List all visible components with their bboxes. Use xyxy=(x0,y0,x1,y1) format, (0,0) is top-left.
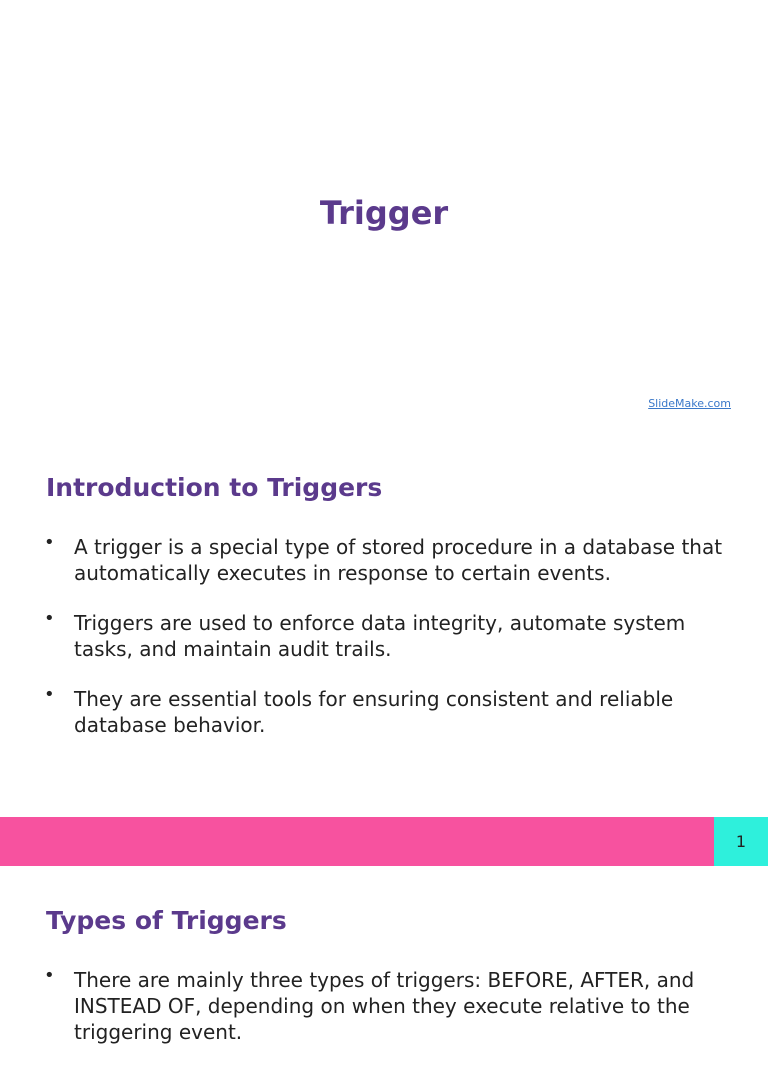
slidemake-link[interactable]: SlideMake.com xyxy=(648,397,731,410)
bullet-icon: • xyxy=(44,608,55,629)
page-number-label: 1 xyxy=(735,832,747,851)
types-heading: Types of Triggers xyxy=(46,906,287,935)
bullet-text: There are mainly three types of triggers: BEFORE, AFTER, and INSTEAD OF, depending on when they execute relative to the triggering event. xyxy=(74,968,695,1044)
types-bullet-list xyxy=(44,967,734,1069)
footer-bar xyxy=(0,817,714,866)
intro-bullet-list xyxy=(44,534,734,762)
list-item xyxy=(44,534,734,586)
bullet-icon: • xyxy=(44,684,55,705)
bullet-icon: • xyxy=(44,965,55,986)
slide-title: Trigger xyxy=(319,194,449,232)
bullet-text: A trigger is a special type of stored procedure in a database that automatically executes in response to certain events. xyxy=(74,535,723,585)
bullet-text: Triggers are used to enforce data integrity, automate system tasks, and maintain audit trails. xyxy=(74,611,686,661)
title-slide xyxy=(0,0,768,440)
bullet-text: They are essential tools for ensuring consistent and reliable database behavior. xyxy=(74,687,674,737)
bullet-icon: • xyxy=(44,532,55,553)
list-item xyxy=(44,967,734,1045)
intro-heading: Introduction to Triggers xyxy=(46,473,383,502)
page-number xyxy=(714,817,768,866)
list-item xyxy=(44,686,734,738)
list-item xyxy=(44,610,734,662)
